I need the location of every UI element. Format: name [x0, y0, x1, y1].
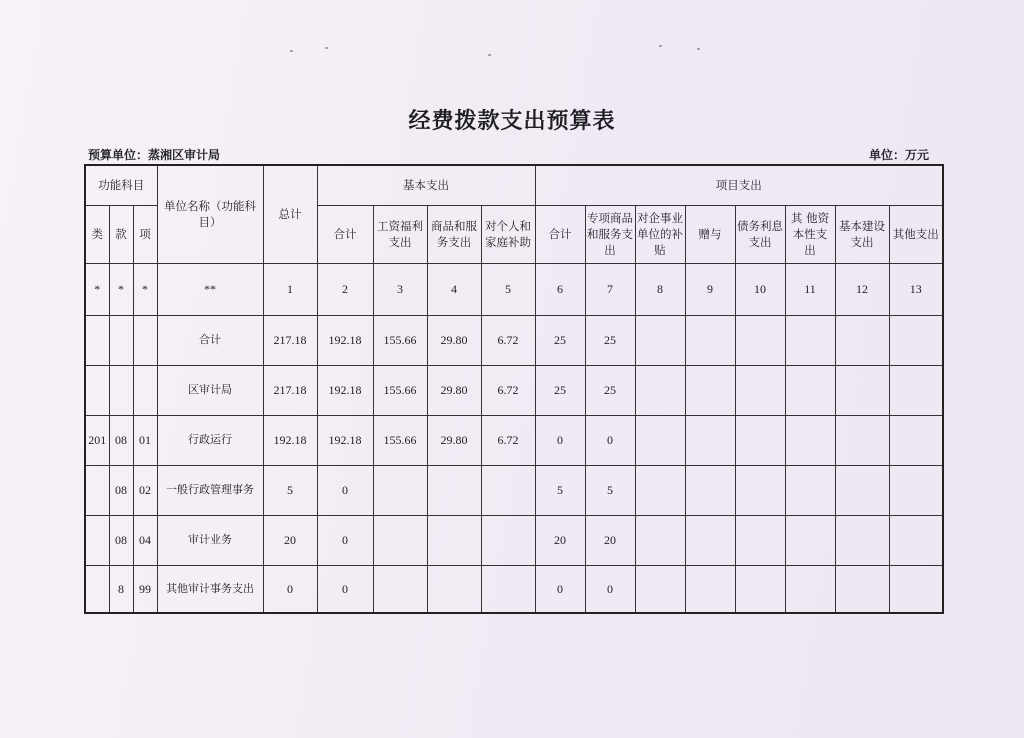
row-name-cell: 行政运行 — [157, 415, 263, 465]
project-col-header: 对企事业单位的补贴 — [635, 205, 685, 263]
table-cell: 29.80 — [427, 415, 481, 465]
budget-unit-label: 预算单位：蒸湘区审计局 — [88, 148, 221, 162]
table-cell: 29.80 — [427, 315, 481, 365]
index-cell: 4 — [427, 263, 481, 315]
table-row — [85, 465, 943, 515]
table-cell — [835, 315, 889, 365]
table-cell: 25 — [585, 365, 635, 415]
scan-speck — [290, 50, 293, 52]
table-cell — [835, 365, 889, 415]
table-cell — [685, 315, 735, 365]
table-cell: 99 — [133, 565, 157, 613]
table-cell — [735, 415, 785, 465]
table-cell — [133, 365, 157, 415]
basic-col-header: 对个人和家庭补助 — [481, 205, 535, 263]
basic-col-header: 商品和服务支出 — [427, 205, 481, 263]
basic-col-header: 工资福利支出 — [373, 205, 427, 263]
row-name-cell: 合计 — [157, 315, 263, 365]
data-rows — [85, 315, 943, 613]
table-cell — [785, 465, 835, 515]
table-cell: 0 — [317, 515, 373, 565]
table-cell: 29.80 — [427, 365, 481, 415]
project-col-header: 基本建设支出 — [835, 205, 889, 263]
table-cell — [735, 565, 785, 613]
table-cell: 6.72 — [481, 415, 535, 465]
index-cell: 7 — [585, 263, 635, 315]
table-cell: 0 — [535, 565, 585, 613]
table-row — [85, 365, 943, 415]
index-cell: 8 — [635, 263, 685, 315]
index-cell: ** — [157, 263, 263, 315]
table-cell — [85, 315, 109, 365]
table-cell — [685, 365, 735, 415]
header-row-top — [85, 165, 943, 205]
table-cell: 5 — [585, 465, 635, 515]
table-cell — [109, 315, 133, 365]
table-cell: 01 — [133, 415, 157, 465]
basic-expense-header: 基本支出 — [317, 165, 535, 205]
table-cell: 0 — [535, 415, 585, 465]
table-cell — [835, 465, 889, 515]
table-cell — [85, 565, 109, 613]
lei-header: 类 — [85, 205, 109, 263]
table-cell — [735, 465, 785, 515]
table-row — [85, 315, 943, 365]
table-cell — [373, 515, 427, 565]
scan-speck — [659, 45, 662, 47]
table-cell — [635, 315, 685, 365]
func-subject-header: 功能科目 — [85, 165, 157, 205]
index-cell: 10 — [735, 263, 785, 315]
index-cell: * — [85, 263, 109, 315]
table-cell — [133, 315, 157, 365]
table-cell: 20 — [263, 515, 317, 565]
project-col-header: 债务利息支出 — [735, 205, 785, 263]
basic-col-header: 合计 — [317, 205, 373, 263]
scan-speck — [325, 47, 328, 49]
currency-unit-label: 单位：万元 — [868, 148, 929, 162]
table-cell — [889, 515, 943, 565]
table-cell: 20 — [585, 515, 635, 565]
index-cell: 1 — [263, 263, 317, 315]
table-cell — [785, 515, 835, 565]
table-cell — [735, 515, 785, 565]
index-cell: 3 — [373, 263, 427, 315]
table-cell — [635, 565, 685, 613]
table-cell: 192.18 — [317, 315, 373, 365]
table-cell — [85, 465, 109, 515]
unit-name-header: 单位名称（功能科目） — [157, 165, 263, 263]
table-cell: 217.18 — [263, 315, 317, 365]
table-cell: 0 — [585, 565, 635, 613]
table-cell — [373, 465, 427, 515]
row-name-cell: 其他审计事务支出 — [157, 565, 263, 613]
table-cell: 192.18 — [263, 415, 317, 465]
row-name-cell: 一般行政管理事务 — [157, 465, 263, 515]
table-cell — [635, 415, 685, 465]
table-cell — [685, 465, 735, 515]
project-col-header: 合计 — [535, 205, 585, 263]
project-col-header: 专项商品和服务支出 — [585, 205, 635, 263]
table-cell: 5 — [263, 465, 317, 515]
table-cell: 6.72 — [481, 315, 535, 365]
table-cell — [635, 515, 685, 565]
table-cell: 6.72 — [481, 365, 535, 415]
table-cell — [685, 515, 735, 565]
index-cell: 9 — [685, 263, 735, 315]
scan-speck — [697, 48, 700, 50]
budget-table — [84, 164, 944, 614]
table-cell: 5 — [535, 465, 585, 515]
table-cell — [373, 565, 427, 613]
row-name-cell: 审计业务 — [157, 515, 263, 565]
table-cell: 201 — [85, 415, 109, 465]
table-cell: 25 — [535, 365, 585, 415]
scan-speck — [488, 54, 491, 56]
table-cell — [835, 515, 889, 565]
table-cell: 25 — [535, 315, 585, 365]
table-cell: 0 — [317, 565, 373, 613]
table-cell — [635, 465, 685, 515]
table-cell: 0 — [585, 415, 635, 465]
index-cell: 2 — [317, 263, 373, 315]
table-cell: 155.66 — [373, 315, 427, 365]
project-col-header: 赠与 — [685, 205, 735, 263]
table-cell: 25 — [585, 315, 635, 365]
table-cell: 08 — [109, 465, 133, 515]
table-cell — [785, 565, 835, 613]
table-cell — [635, 365, 685, 415]
table-row — [85, 565, 943, 613]
table-cell: 04 — [133, 515, 157, 565]
table-cell — [685, 565, 735, 613]
table-cell: 08 — [109, 515, 133, 565]
index-cell: 6 — [535, 263, 585, 315]
table-cell — [481, 515, 535, 565]
table-cell: 20 — [535, 515, 585, 565]
table-cell — [427, 515, 481, 565]
kuan-header: 款 — [109, 205, 133, 263]
table-cell: 217.18 — [263, 365, 317, 415]
index-cell: * — [133, 263, 157, 315]
table-cell — [481, 565, 535, 613]
table-cell — [889, 465, 943, 515]
table-cell — [735, 315, 785, 365]
project-expense-header: 项目支出 — [535, 165, 943, 205]
table-cell: 02 — [133, 465, 157, 515]
index-cell: 13 — [889, 263, 943, 315]
table-cell — [85, 365, 109, 415]
table-cell — [735, 365, 785, 415]
index-cell: * — [109, 263, 133, 315]
table-cell — [835, 565, 889, 613]
table-cell: 192.18 — [317, 415, 373, 465]
table-cell — [889, 315, 943, 365]
table-cell: 192.18 — [317, 365, 373, 415]
index-cell: 11 — [785, 263, 835, 315]
table-cell: 0 — [317, 465, 373, 515]
table-cell: 0 — [263, 565, 317, 613]
row-name-cell: 区审计局 — [157, 365, 263, 415]
table-cell — [889, 365, 943, 415]
table-cell: 155.66 — [373, 365, 427, 415]
table-cell — [835, 415, 889, 465]
document-title: 经费拨款支出预算表 — [408, 108, 616, 134]
xiang-header: 项 — [133, 205, 157, 263]
total-header: 总计 — [263, 165, 317, 263]
table-cell — [889, 565, 943, 613]
project-col-header: 其他支出 — [889, 205, 943, 263]
table-cell: 8 — [109, 565, 133, 613]
table-row — [85, 415, 943, 465]
table-cell — [785, 365, 835, 415]
index-cell: 12 — [835, 263, 889, 315]
table-cell — [481, 465, 535, 515]
table-cell — [785, 315, 835, 365]
table-row — [85, 515, 943, 565]
table-cell — [109, 365, 133, 415]
table-cell — [427, 465, 481, 515]
index-row — [85, 263, 943, 315]
index-cell: 5 — [481, 263, 535, 315]
table-cell — [785, 415, 835, 465]
table-cell — [427, 565, 481, 613]
table-cell: 08 — [109, 415, 133, 465]
table-cell: 155.66 — [373, 415, 427, 465]
project-col-header: 其 他资本性支 出 — [785, 205, 835, 263]
table-cell — [685, 415, 735, 465]
table-cell — [85, 515, 109, 565]
table-cell — [889, 415, 943, 465]
